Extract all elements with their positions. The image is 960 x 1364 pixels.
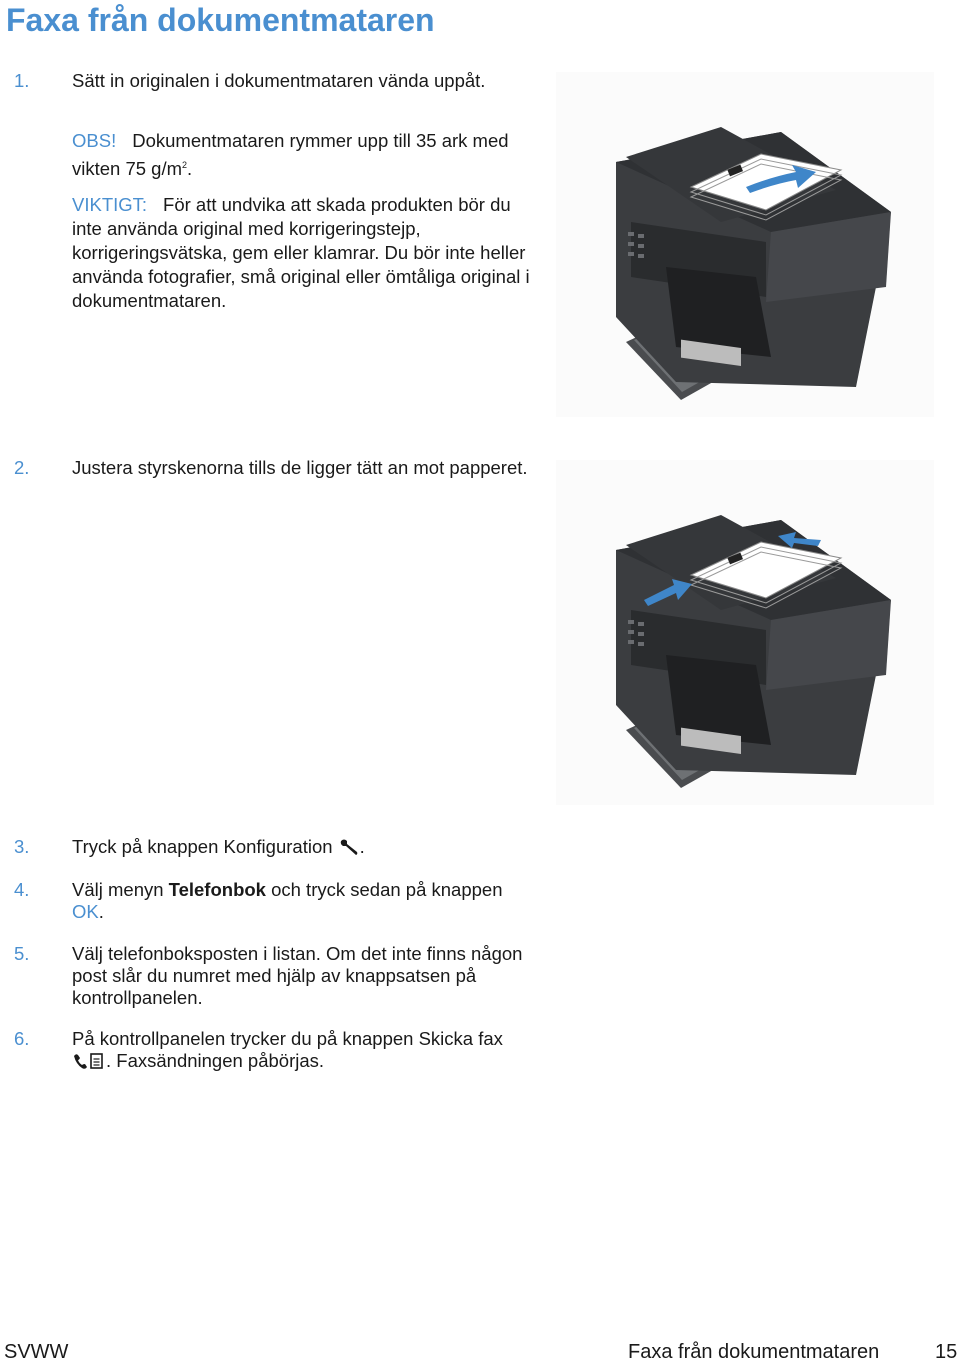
viktigt-note [72, 193, 542, 313]
printer-image [556, 72, 934, 417]
step-number: 2. [14, 457, 30, 478]
step-number: 6. [14, 1028, 30, 1049]
step-number: 4. [14, 879, 30, 900]
obs-text: Dokumentmataren rymmer upp till 35 ark med vikten 75 g/m [72, 130, 509, 179]
step-number: 3. [14, 836, 30, 857]
viktigt-text: För att undvika att skada produkten bör du inte använda original med korrigeringstejp, korrigeringsvätska, gem eller klamrar. Du bör inte heller använda fotografier, små original eller ömtåliga original i dokumentmataren. [72, 194, 530, 311]
step-number: 1. [14, 70, 30, 91]
step-text-wrap [72, 1028, 532, 1075]
printer-illustration-load [556, 72, 934, 417]
step-text-end: . [98, 901, 104, 922]
footer-section: Faxa från dokumentmataren [628, 1341, 880, 1363]
viktigt-label: VIKTIGT: [72, 194, 148, 215]
step-text-wrap [72, 836, 532, 861]
printer-illustration-guides [556, 460, 934, 805]
menu-name: Telefonbok [168, 879, 266, 900]
step-text: Välj menyn [72, 879, 169, 900]
printer-image [556, 460, 934, 805]
footer-left: SVWW [4, 1341, 69, 1363]
fax-send-icon [72, 1052, 106, 1075]
obs-text-end: . [187, 158, 193, 179]
wrench-icon [338, 838, 360, 861]
step-text: Tryck på knappen Konfiguration [72, 836, 333, 857]
step-text-end: . Faxsändningen påbörjas. [106, 1050, 325, 1071]
step-text: Sätt in originalen i dokumentmataren vända uppåt. [72, 70, 486, 91]
ok-button-label: OK [72, 901, 99, 922]
obs-label: OBS! [72, 130, 117, 151]
step-text-wrap [72, 879, 532, 923]
step-text-end: . [359, 836, 365, 857]
obs-note [72, 129, 542, 181]
step-text: Välj telefonboksposten i listan. Om det inte finns någon post slår du numret med hjälp av knappsatsen på kontrollpanelen. [72, 943, 523, 1008]
obs-superscript: 2 [182, 160, 188, 170]
step-text-mid: och tryck sedan på knappen [265, 879, 503, 900]
page-number: 15 [935, 1341, 958, 1363]
step-number: 5. [14, 943, 30, 964]
page-title: Faxa från dokumentmataren [6, 2, 435, 38]
step-text: På kontrollpanelen trycker du på knappen Skicka fax [72, 1028, 503, 1049]
step-text: Justera styrskenorna tills de ligger tätt an mot papperet. [72, 457, 528, 478]
